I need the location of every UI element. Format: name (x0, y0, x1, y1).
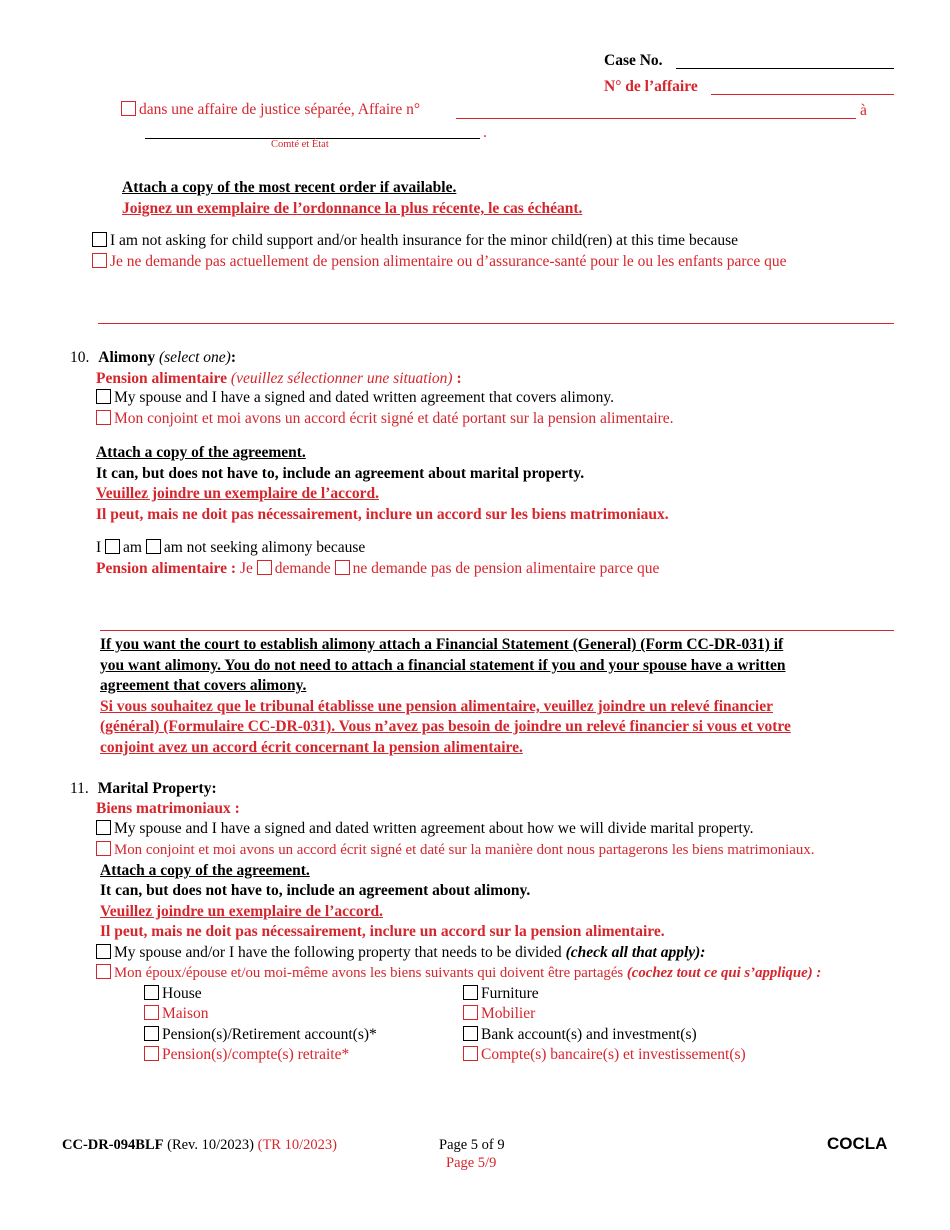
property-item-bank-fr (463, 1046, 746, 1064)
seeking-alimony-am-checkbox[interactable] (105, 539, 120, 554)
property-attach-en: Attach a copy of the agreement. (100, 862, 310, 879)
alimony-agreement-checkbox-fr[interactable] (96, 410, 111, 425)
property-agreement-checkbox[interactable] (96, 820, 111, 835)
financial-statement-en-1: If you want the court to establish alimony attach a Financial Statement (General) (Form CC-DR-031) if (100, 636, 784, 653)
alimony-agreement-row (96, 389, 614, 407)
pension-label: Pension(s)/Retirement account(s)* (162, 1026, 377, 1043)
section-10-select-hint-fr: (veuillez sélectionner une situation) (230, 370, 453, 387)
seeking-alimony-am-not: am not seeking alimony because (163, 539, 366, 556)
furniture-checkbox[interactable] (463, 985, 478, 1000)
alimony-attach-fr: Veuillez joindre un exemplaire de l’accord. (96, 485, 379, 502)
seeking-alimony-row-fr (96, 560, 659, 578)
separate-case-number-field[interactable] (456, 118, 856, 119)
property-agreement-text-fr: Mon conjoint et moi avons un accord écrit signé et daté sur la manière dont nous partagerons les biens matrimoniaux. (114, 842, 815, 858)
footer-revision: (Rev. 10/2023) (167, 1137, 254, 1153)
bank-label: Bank account(s) and investment(s) (481, 1026, 697, 1043)
case-number-label: Case No. (604, 52, 663, 69)
pension-label-fr: Pension(s)/compte(s) retraite* (162, 1046, 350, 1063)
financial-statement-en-2: you want alimony. You do not need to attach a financial statement if you and your spouse have a written (100, 657, 786, 674)
section-10-number: 10. (70, 349, 90, 366)
pension-checkbox[interactable] (144, 1026, 159, 1041)
footer-translation-revision: (TR 10/2023) (257, 1137, 337, 1153)
alimony-agreement-row-fr (96, 410, 674, 428)
property-agreement-row-fr (96, 841, 815, 859)
seeking-alimony-label-fr: Pension alimentaire : (96, 560, 237, 577)
section-10-heading (70, 349, 236, 367)
not-asking-child-support-text: I am not asking for child support and/or health insurance for the minor child(ren) at this time because (110, 232, 738, 249)
not-asking-child-support-text-fr: Je ne demande pas actuellement de pension alimentaire ou d’assurance-santé pour le ou les enfants parce que (110, 253, 787, 270)
section-11-heading (70, 780, 217, 798)
alimony-may-include-fr: Il peut, mais ne doit pas nécessairement, inclure un accord sur les biens matrimoniaux. (96, 506, 669, 523)
section-10-select-hint: (select one) (158, 349, 231, 366)
case-number-label-fr: N° de l’affaire (604, 78, 698, 95)
pension-checkbox-fr[interactable] (144, 1046, 159, 1061)
property-item-pension (144, 1026, 377, 1044)
footer-form-id-row (62, 1137, 337, 1154)
alimony-agreement-text: My spouse and I have a signed and dated written agreement that covers alimony. (114, 389, 615, 406)
not-asking-child-support-checkbox-fr[interactable] (92, 253, 107, 268)
not-asking-child-support-row (92, 232, 738, 250)
alimony-agreement-checkbox[interactable] (96, 389, 111, 404)
property-item-house (144, 985, 202, 1003)
property-list-row (96, 944, 705, 962)
not-asking-child-support-checkbox[interactable] (92, 232, 107, 247)
not-asking-reason-field[interactable] (98, 323, 894, 324)
house-checkbox[interactable] (144, 985, 159, 1000)
property-list-checkbox-fr[interactable] (96, 964, 111, 979)
attach-recent-order-en: Attach a copy of the most recent order if available. (122, 179, 457, 196)
section-11-title-fr: Biens matrimoniaux : (96, 800, 240, 817)
separate-case-row (121, 101, 420, 119)
section-10-heading-fr (96, 370, 462, 388)
property-list-checkbox[interactable] (96, 944, 111, 959)
county-state-caption: Comté et État (271, 139, 329, 150)
alimony-attach-en: Attach a copy of the agreement. (96, 444, 306, 461)
property-item-house-fr (144, 1005, 209, 1023)
footer-form-id: CC-DR-094BLF (62, 1137, 164, 1153)
seeking-alimony-am: am (123, 539, 142, 556)
seeking-alimony-demande: demande (274, 560, 331, 577)
property-item-furniture-fr (463, 1005, 535, 1023)
property-may-include-en: It can, but does not have to, include an agreement about alimony. (100, 882, 531, 899)
property-list-text-fr: Mon époux/épouse et/ou moi-même avons les biens suivants qui doivent être partagés (114, 965, 624, 981)
alimony-may-include-en: It can, but does not have to, include an agreement about marital property. (96, 465, 585, 482)
furniture-label: Furniture (481, 985, 539, 1002)
property-may-include-fr: Il peut, mais ne doit pas nécessairement, inclure un accord sur la pension alimentaire. (100, 923, 665, 940)
footer-page-en: Page 5 of 9 (439, 1137, 505, 1153)
footer-page-fr: Page 5/9 (446, 1155, 497, 1171)
financial-statement-fr-3: conjoint avez un accord écrit concernant la pension alimentaire. (100, 739, 523, 756)
case-number-field[interactable] (676, 68, 894, 69)
seeking-alimony-ne-demande: ne demande pas de pension alimentaire parce que (352, 560, 660, 577)
section-11-title: Marital Property: (97, 780, 217, 797)
separate-case-period: . (483, 124, 487, 141)
house-label: House (162, 985, 202, 1002)
seeking-alimony-ne-demande-checkbox[interactable] (335, 560, 350, 575)
footer-brand: COCLA (827, 1134, 888, 1153)
property-list-row-fr (96, 964, 821, 982)
separate-case-text: dans une affaire de justice séparée, Affaire n° (139, 101, 421, 118)
not-asking-child-support-row-fr (92, 253, 787, 271)
attach-recent-order-fr: Joignez un exemplaire de l’ordonnance la plus récente, le cas échéant. (122, 200, 583, 217)
seeking-alimony-demande-checkbox[interactable] (257, 560, 272, 575)
property-agreement-checkbox-fr[interactable] (96, 841, 111, 856)
separate-case-checkbox[interactable] (121, 101, 136, 116)
seeking-alimony-je: Je (239, 560, 253, 577)
bank-checkbox[interactable] (463, 1026, 478, 1041)
seeking-alimony-i: I (96, 539, 102, 556)
property-agreement-row (96, 820, 753, 838)
property-item-pension-fr (144, 1046, 349, 1064)
property-attach-fr: Veuillez joindre un exemplaire de l’accord. (100, 903, 383, 920)
section-10-title-fr: Pension alimentaire (96, 370, 228, 387)
section-10-title: Alimony (98, 349, 156, 366)
house-checkbox-fr[interactable] (144, 1005, 159, 1020)
furniture-checkbox-fr[interactable] (463, 1005, 478, 1020)
financial-statement-en-3: agreement that covers alimony. (100, 677, 307, 694)
property-list-text: My spouse and/or I have the following property that needs to be divided (114, 944, 562, 961)
alimony-agreement-text-fr: Mon conjoint et moi avons un accord écrit signé et daté portant sur la pension alimentaire. (114, 410, 674, 427)
section-11-number: 11. (70, 780, 89, 797)
section-10-colon-fr: : (452, 370, 462, 387)
property-item-bank (463, 1026, 697, 1044)
property-agreement-text: My spouse and I have a signed and dated written agreement about how we will divide marital property. (114, 820, 754, 837)
seeking-alimony-reason-field[interactable] (100, 630, 894, 631)
property-list-hint: (check all that apply): (565, 944, 706, 961)
bank-label-fr: Compte(s) bancaire(s) et investissement(s) (481, 1046, 746, 1063)
case-number-field-fr[interactable] (711, 94, 894, 95)
separate-case-at: à (860, 102, 867, 119)
bank-checkbox-fr[interactable] (463, 1046, 478, 1061)
section-10-colon: : (230, 349, 237, 366)
property-list-hint-fr: (cochez tout ce qui s’applique) : (626, 965, 822, 981)
seeking-alimony-am-not-checkbox[interactable] (146, 539, 161, 554)
financial-statement-fr-1: Si vous souhaitez que le tribunal établisse une pension alimentaire, veuillez joindre un relevé financier (100, 698, 773, 715)
property-item-furniture (463, 985, 539, 1003)
furniture-label-fr: Mobilier (481, 1005, 536, 1022)
seeking-alimony-row (96, 539, 365, 557)
house-label-fr: Maison (162, 1005, 209, 1022)
financial-statement-fr-2: (général) (Formulaire CC-DR-031). Vous n’avez pas besoin de joindre un relevé financier si vous et votre (100, 718, 791, 735)
